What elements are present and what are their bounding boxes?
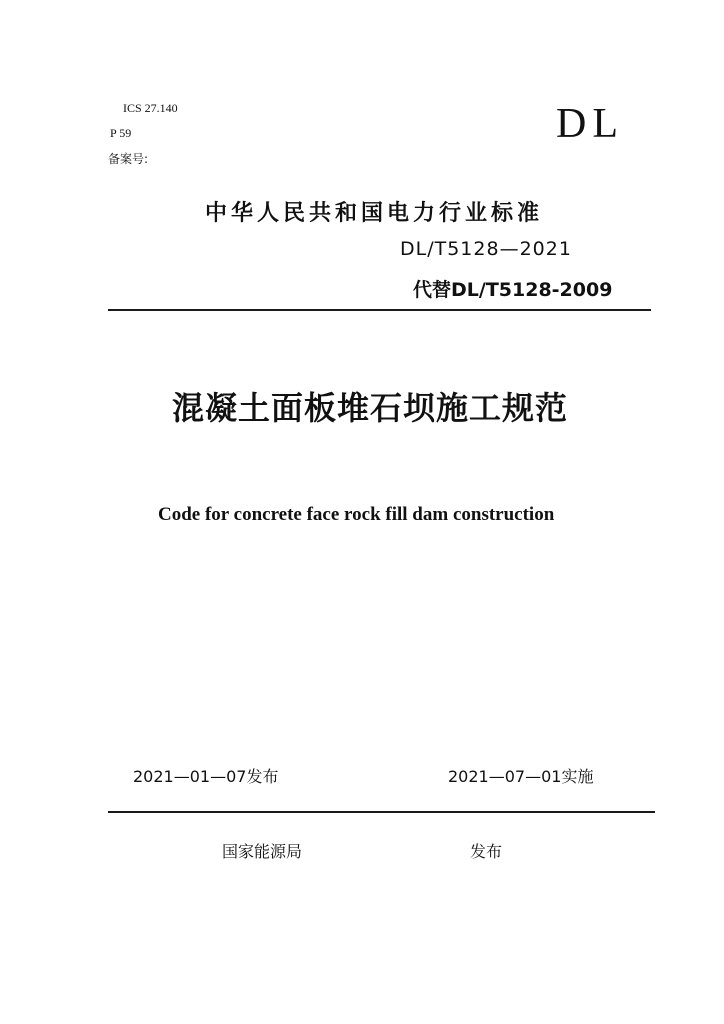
filing-number-label: 备案号: [108, 152, 149, 166]
replaces-standard: 代替DL/T5128-2009 [413, 279, 613, 301]
document-title-english: Code for concrete face rock fill dam construction [158, 504, 555, 525]
ics-code: ICS 27.140 [123, 101, 178, 115]
document-title-chinese: 混凝土面板堆石坝施工规范 [172, 389, 569, 427]
standard-category: 中华人民共和国电力行业标准 [205, 201, 544, 226]
issue-date: 2021—01—07发布 [133, 767, 279, 786]
top-divider [108, 309, 651, 311]
dl-mark: DL [556, 101, 624, 147]
publisher-name: 国家能源局 [222, 842, 303, 861]
implementation-date: 2021—07—01实施 [448, 767, 594, 786]
publish-label: 发布 [470, 842, 503, 861]
bottom-divider [108, 811, 655, 813]
classification-code: P 59 [110, 126, 132, 140]
standard-number: DL/T5128—2021 [400, 238, 572, 260]
